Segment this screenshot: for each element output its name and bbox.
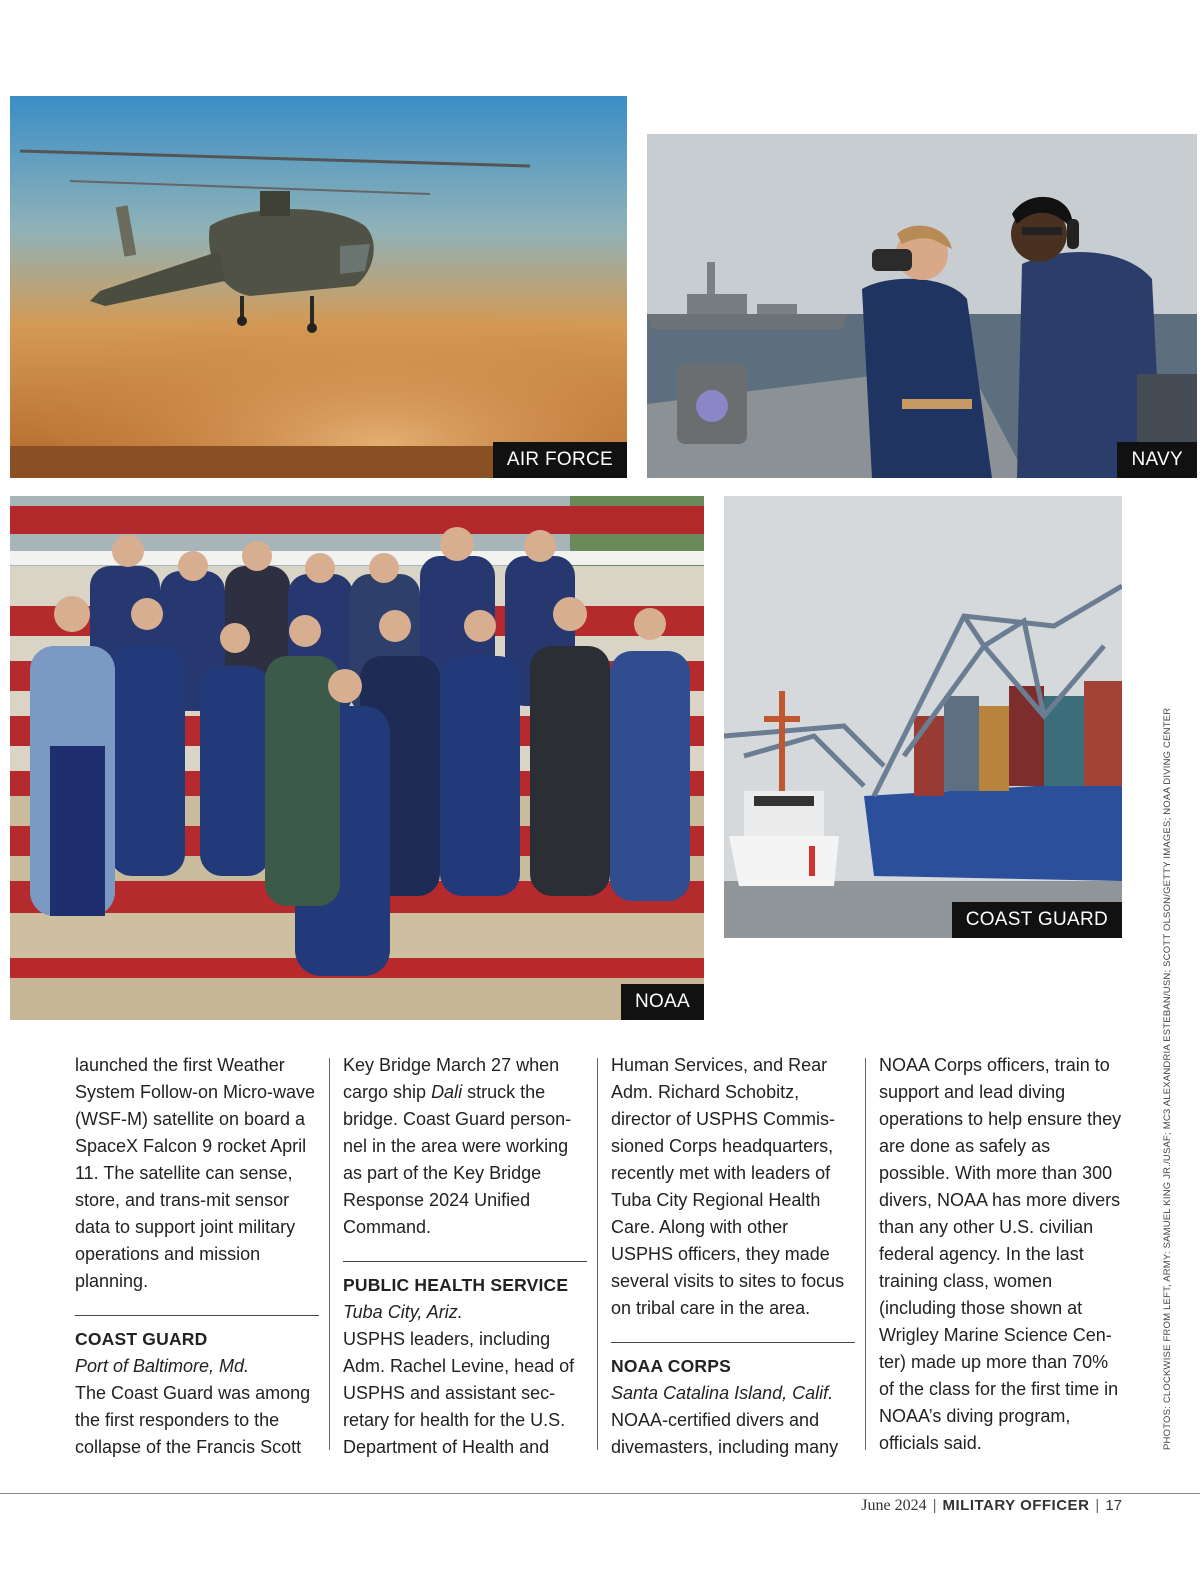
- footer-separator: |: [932, 1497, 937, 1514]
- issue-date: June 2024: [861, 1497, 927, 1514]
- paragraph: NOAA-certified divers and divemasters, including many: [611, 1410, 839, 1457]
- section-heading: NOAA CORPS: [611, 1356, 731, 1376]
- group-photo-image: [10, 496, 704, 1020]
- column-rule: [329, 1058, 330, 1450]
- paragraph: Human Services, and Rear Adm. Richard Schobitz, director of USPHS Commis-sioned Corps headquarters, recently met with leaders of Tuba City Regional Health Care. Along with other USPHS officers, they made several visits to sites to focus on tribal care in the area.: [611, 1055, 845, 1318]
- text-run: Key Bridge March 27 when cargo ship: [343, 1055, 560, 1102]
- ship-name: Dali: [431, 1082, 463, 1102]
- paragraph: NOAA Corps officers, train to support and lead diving operations to help ensure they are done as safely as possible. With more than 300 divers, NOAA has more divers than any other U.S. civilian federal agency. In the last training class, women (including those shown at Wrigley Marine Science Cen-ter) made up more than 70% of the class for the first time in NOAA’s diving program, officials said.: [879, 1055, 1122, 1453]
- navy-photo: [647, 134, 1197, 478]
- section-location: Santa Catalina Island, Calif.: [611, 1383, 834, 1403]
- paragraph: launched the first Weather System Follow-on Micro-wave (WSF-M) satellite on board a SpaceX Falcon 9 rocket April 11. The satellite can sense, store, and trans-mit sensor data to support joint military operations and mission planning.: [75, 1055, 316, 1291]
- page-footer: [861, 1497, 1122, 1515]
- section-heading: PUBLIC HEALTH SERVICE: [343, 1275, 569, 1295]
- column-rule: [865, 1058, 866, 1450]
- paragraph: The Coast Guard was among the first responders to the collapse of the Francis Scott: [75, 1383, 311, 1457]
- noaa-label: NOAA: [621, 984, 704, 1020]
- magazine-name: MILITARY OFFICER: [942, 1497, 1090, 1514]
- air-force-photo: [10, 96, 627, 478]
- text-column-1: [75, 1052, 319, 1461]
- coast-guard-photo: [724, 496, 1122, 938]
- paragraph: USPHS leaders, including Adm. Rachel Levine, head of USPHS and assistant sec-retary for health for the U.S. Department of Health and: [343, 1329, 575, 1457]
- section-heading: COAST GUARD: [75, 1329, 208, 1349]
- sailors-image: [647, 134, 1197, 478]
- text-run: struck the bridge. Coast Guard person-nel in the area were working as part of the Key Bridge Response 2024 Unified Command.: [343, 1082, 572, 1237]
- column-rule: [597, 1058, 598, 1450]
- coast-guard-label: COAST GUARD: [952, 902, 1122, 938]
- text-column-2: [343, 1052, 587, 1461]
- helicopter-image: [10, 96, 627, 478]
- noaa-photo: [10, 496, 704, 1020]
- section-divider: [75, 1315, 319, 1316]
- section-location: Port of Baltimore, Md.: [75, 1356, 250, 1376]
- bridge-collapse-image: [724, 496, 1122, 938]
- section-location: Tuba City, Ariz.: [343, 1302, 463, 1322]
- text-column-4: [879, 1052, 1124, 1457]
- footer-rule: [0, 1493, 1200, 1494]
- paragraph: [343, 1052, 587, 1241]
- navy-label: NAVY: [1117, 442, 1197, 478]
- page-number: 17: [1105, 1497, 1122, 1514]
- air-force-label: AIR FORCE: [493, 442, 627, 478]
- footer-separator: |: [1095, 1497, 1100, 1514]
- section-divider: [611, 1342, 855, 1343]
- text-column-3: [611, 1052, 855, 1461]
- photo-credit: PHOTOS: CLOCKWISE FROM LEFT, ARMY: SAMUEL KING JR./USAF; MC3 ALEXANDRIA ESTEBAN/USN; SCOTT OLSON/GETTY IMAGES; NOAA DIVING CENTER: [1162, 707, 1173, 1450]
- section-divider: [343, 1261, 587, 1262]
